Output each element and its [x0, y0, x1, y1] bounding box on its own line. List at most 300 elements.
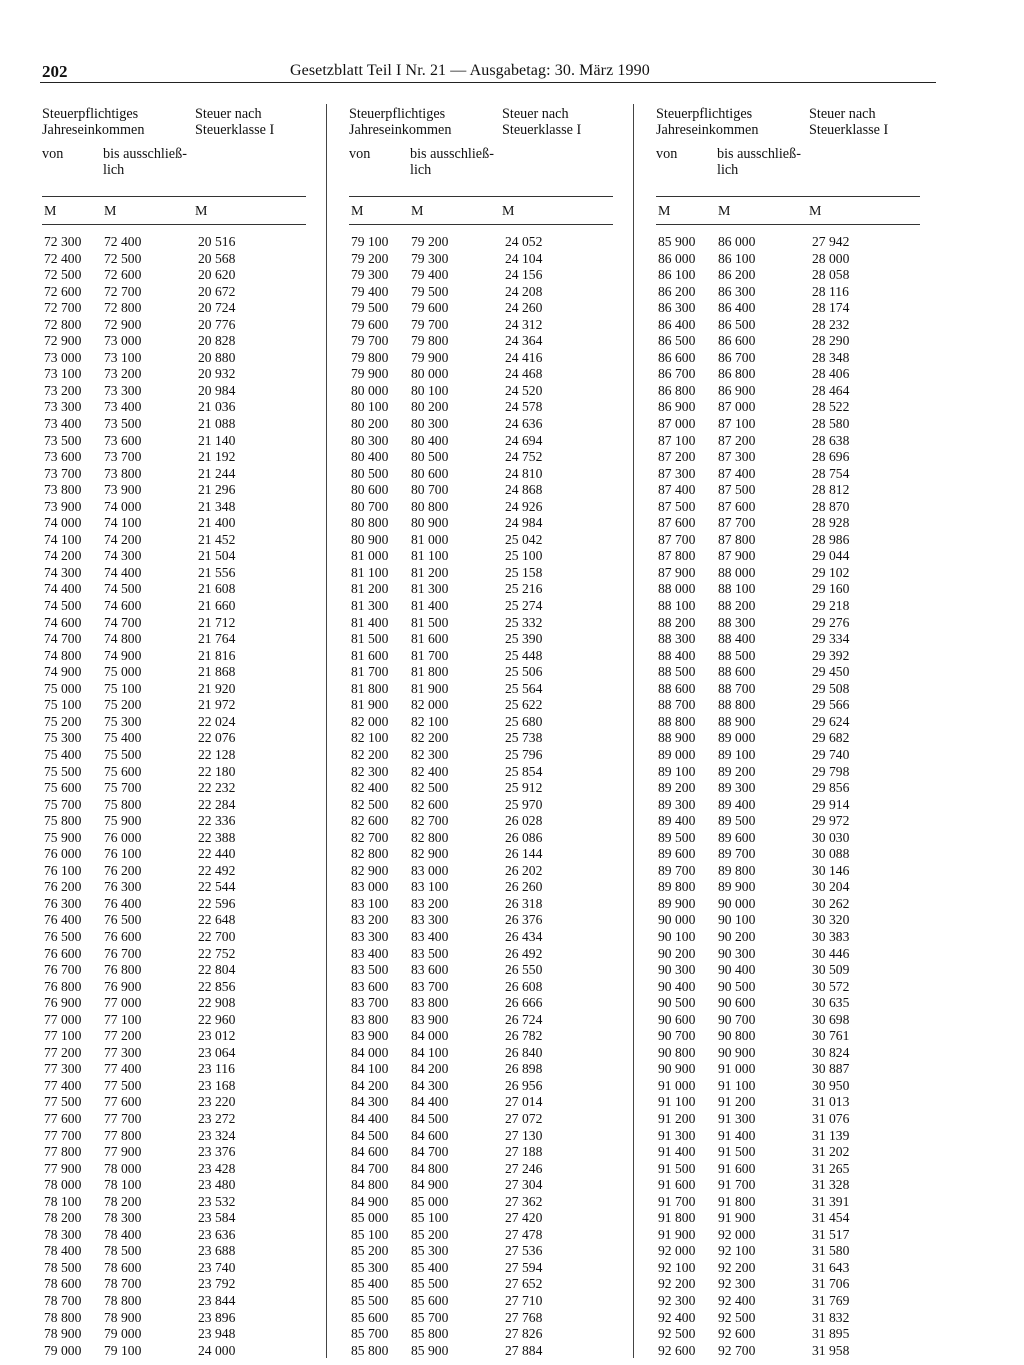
income-to-cell: 74 200 — [104, 531, 142, 547]
to-header: bis ausschließ-lich — [717, 146, 801, 179]
tax-cell: 25 680 — [505, 713, 543, 729]
tax-cell: 31 706 — [812, 1276, 850, 1292]
income-from-cell: 84 600 — [351, 1144, 389, 1160]
income-header: Steuerpflichtiges Jahreseinkommen — [42, 106, 145, 139]
income-from-cell: 78 800 — [44, 1309, 82, 1325]
table-row — [349, 1028, 619, 1045]
table-row — [349, 1293, 619, 1310]
table-row — [349, 333, 619, 350]
income-to-cell: 78 000 — [104, 1160, 142, 1176]
table-row — [42, 664, 312, 681]
table-row — [656, 284, 926, 301]
tax-cell: 23 168 — [198, 1077, 236, 1093]
income-from-cell: 91 500 — [658, 1160, 696, 1176]
income-from-cell: 89 400 — [658, 813, 696, 829]
tax-cell: 28 638 — [812, 432, 850, 448]
tax-cell: 31 454 — [812, 1210, 850, 1226]
income-to-cell: 81 000 — [411, 531, 449, 547]
income-from-cell: 77 800 — [44, 1144, 82, 1160]
income-to-cell: 85 700 — [411, 1309, 449, 1325]
income-to-cell: 88 100 — [718, 581, 756, 597]
income-from-cell: 72 800 — [44, 316, 82, 332]
income-to-cell: 73 200 — [104, 366, 142, 382]
income-from-cell: 83 700 — [351, 995, 389, 1011]
tax-cell: 30 146 — [812, 862, 850, 878]
income-to-cell: 92 100 — [718, 1243, 756, 1259]
table-row — [42, 764, 312, 781]
income-to-cell: 86 900 — [718, 382, 756, 398]
income-to-cell: 85 400 — [411, 1259, 449, 1275]
tax-cell: 31 769 — [812, 1293, 850, 1308]
tax-cell: 26 260 — [505, 879, 543, 895]
income-to-cell: 89 500 — [718, 813, 756, 829]
table-row — [656, 730, 926, 747]
tax-cell: 28 116 — [812, 283, 849, 299]
income-to-cell: 73 100 — [104, 349, 142, 365]
table-row — [42, 813, 312, 830]
income-to-cell: 74 000 — [104, 498, 142, 514]
tax-cell: 28 406 — [812, 366, 850, 382]
table-row — [42, 1111, 312, 1128]
table-row — [349, 764, 619, 781]
table-row — [656, 1326, 926, 1343]
tax-cell: 27 884 — [505, 1342, 543, 1358]
income-to-cell: 72 400 — [104, 234, 142, 249]
table-row — [42, 1276, 312, 1293]
income-to-cell: 77 700 — [104, 1110, 142, 1126]
table-row — [349, 962, 619, 979]
table-row — [349, 482, 619, 499]
income-to-cell: 88 300 — [718, 614, 756, 630]
table-row — [42, 317, 312, 334]
income-from-cell: 90 500 — [658, 995, 696, 1011]
table-rows — [42, 234, 312, 1359]
tax-cell: 25 738 — [505, 730, 543, 746]
income-to-cell: 73 000 — [104, 333, 142, 349]
income-to-cell: 81 600 — [411, 631, 449, 647]
table-row — [656, 780, 926, 797]
income-from-cell: 88 100 — [658, 598, 696, 614]
income-from-cell: 82 700 — [351, 829, 389, 845]
income-from-cell: 82 500 — [351, 796, 389, 812]
income-to-cell: 74 100 — [104, 515, 142, 531]
income-from-cell: 76 300 — [44, 895, 82, 911]
income-from-cell: 73 600 — [44, 449, 82, 465]
income-to-cell: 74 800 — [104, 631, 142, 647]
unit-label: M — [44, 204, 57, 219]
income-from-cell: 79 500 — [351, 300, 389, 316]
table-row — [42, 449, 312, 466]
tax-cell: 27 188 — [505, 1144, 543, 1160]
table-row — [656, 366, 926, 383]
table-row — [349, 499, 619, 516]
tax-cell: 28 348 — [812, 349, 850, 365]
tax-cell: 20 880 — [198, 349, 236, 365]
tax-cell: 24 520 — [505, 382, 543, 398]
income-header: Steuerpflichtiges Jahreseinkommen — [349, 106, 452, 139]
income-from-cell: 85 500 — [351, 1293, 389, 1308]
income-from-cell: 78 300 — [44, 1226, 82, 1242]
table-row — [349, 1045, 619, 1062]
tax-cell: 23 116 — [198, 1061, 235, 1077]
tax-cell: 25 390 — [505, 631, 543, 647]
tax-cell: 21 660 — [198, 598, 236, 614]
income-to-cell: 84 300 — [411, 1077, 449, 1093]
tax-cell: 21 296 — [198, 482, 236, 498]
income-from-cell: 75 000 — [44, 680, 82, 696]
tax-header: Steuer nach Steuerklasse I — [502, 106, 582, 139]
income-from-cell: 85 900 — [658, 234, 696, 249]
income-to-cell: 75 900 — [104, 813, 142, 829]
tax-cell: 29 160 — [812, 581, 850, 597]
tax-cell: 26 434 — [505, 928, 543, 944]
income-to-cell: 74 900 — [104, 647, 142, 663]
income-to-cell: 92 300 — [718, 1276, 756, 1292]
income-to-cell: 74 500 — [104, 581, 142, 597]
income-to-cell: 79 400 — [411, 267, 449, 283]
income-from-cell: 79 200 — [351, 250, 389, 266]
tax-cell: 29 914 — [812, 796, 850, 812]
tax-cell: 26 144 — [505, 846, 543, 862]
table-row — [656, 1310, 926, 1327]
tax-cell: 24 416 — [505, 349, 543, 365]
tax-cell: 30 088 — [812, 846, 850, 862]
tax-cell: 30 572 — [812, 978, 850, 994]
income-from-cell: 83 100 — [351, 895, 389, 911]
income-to-cell: 90 700 — [718, 1011, 756, 1027]
income-from-cell: 85 300 — [351, 1259, 389, 1275]
table-row — [656, 615, 926, 632]
table-row — [349, 1276, 619, 1293]
income-from-cell: 73 400 — [44, 416, 82, 432]
tax-cell: 27 304 — [505, 1177, 543, 1193]
income-from-cell: 77 900 — [44, 1160, 82, 1176]
table-row — [349, 648, 619, 665]
table-row — [349, 317, 619, 334]
tax-cell: 31 580 — [812, 1243, 850, 1259]
income-from-cell: 86 000 — [658, 250, 696, 266]
tax-cell: 22 804 — [198, 962, 236, 978]
tax-cell: 24 984 — [505, 515, 543, 531]
income-to-cell: 77 800 — [104, 1127, 142, 1143]
table-row — [656, 1045, 926, 1062]
tax-cell: 29 508 — [812, 680, 850, 696]
table-row — [42, 416, 312, 433]
income-from-cell: 78 200 — [44, 1210, 82, 1226]
from-header: von — [349, 146, 371, 162]
table-row — [656, 1194, 926, 1211]
tax-cell: 23 064 — [198, 1044, 236, 1060]
table-row — [349, 879, 619, 896]
income-to-cell: 75 100 — [104, 680, 142, 696]
income-to-cell: 75 500 — [104, 746, 142, 762]
income-from-cell: 85 100 — [351, 1226, 389, 1242]
table-row — [656, 300, 926, 317]
income-to-cell: 87 200 — [718, 432, 756, 448]
income-to-cell: 76 400 — [104, 895, 142, 911]
table-row — [349, 1111, 619, 1128]
table-row — [42, 797, 312, 814]
income-from-cell: 83 000 — [351, 879, 389, 895]
income-to-cell: 85 600 — [411, 1293, 449, 1308]
tax-cell: 23 376 — [198, 1144, 236, 1160]
income-from-cell: 89 900 — [658, 895, 696, 911]
table-row — [42, 1061, 312, 1078]
income-from-cell: 90 600 — [658, 1011, 696, 1027]
tax-cell: 26 028 — [505, 813, 543, 829]
table-row — [656, 532, 926, 549]
income-from-cell: 82 200 — [351, 746, 389, 762]
table-row — [656, 846, 926, 863]
table-row — [42, 466, 312, 483]
table-row — [42, 1144, 312, 1161]
income-from-cell: 85 200 — [351, 1243, 389, 1259]
income-from-cell: 83 800 — [351, 1011, 389, 1027]
income-to-cell: 83 400 — [411, 928, 449, 944]
unit-row — [349, 204, 619, 220]
income-from-cell: 84 700 — [351, 1160, 389, 1176]
table-row — [42, 714, 312, 731]
tax-cell: 29 624 — [812, 713, 850, 729]
income-to-cell: 75 300 — [104, 713, 142, 729]
income-from-cell: 74 900 — [44, 664, 82, 680]
table-row — [349, 399, 619, 416]
table-row — [42, 863, 312, 880]
income-from-cell: 80 500 — [351, 465, 389, 481]
income-from-cell: 80 100 — [351, 399, 389, 415]
income-to-cell: 82 300 — [411, 746, 449, 762]
tax-cell: 24 468 — [505, 366, 543, 382]
tax-cell: 30 950 — [812, 1077, 850, 1093]
income-from-cell: 82 000 — [351, 713, 389, 729]
tax-cell: 22 024 — [198, 713, 236, 729]
income-from-cell: 73 100 — [44, 366, 82, 382]
income-to-cell: 90 400 — [718, 962, 756, 978]
income-to-cell: 80 200 — [411, 399, 449, 415]
income-from-cell: 81 700 — [351, 664, 389, 680]
table-row — [349, 1078, 619, 1095]
table-row — [656, 648, 926, 665]
table-row — [42, 300, 312, 317]
table-row — [42, 912, 312, 929]
tax-cell: 24 052 — [505, 234, 543, 249]
table-row — [42, 946, 312, 963]
table-row — [349, 730, 619, 747]
tax-cell: 24 578 — [505, 399, 543, 415]
income-header: Steuerpflichtiges Jahreseinkommen — [656, 106, 759, 139]
tax-cell: 22 232 — [198, 780, 236, 796]
tax-cell: 22 648 — [198, 912, 236, 928]
income-to-cell: 81 100 — [411, 548, 449, 564]
table-row — [656, 482, 926, 499]
table-row — [349, 1310, 619, 1327]
income-from-cell: 79 300 — [351, 267, 389, 283]
tax-header: Steuer nach Steuerklasse I — [195, 106, 275, 139]
tax-cell: 28 928 — [812, 515, 850, 531]
income-to-cell: 86 200 — [718, 267, 756, 283]
table-row — [42, 548, 312, 565]
income-to-cell: 91 500 — [718, 1144, 756, 1160]
tax-cell: 26 202 — [505, 862, 543, 878]
table-column — [349, 106, 619, 1358]
tax-cell: 22 856 — [198, 978, 236, 994]
income-from-cell: 89 000 — [658, 746, 696, 762]
income-from-cell: 81 800 — [351, 680, 389, 696]
income-from-cell: 89 100 — [658, 763, 696, 779]
table-row — [349, 846, 619, 863]
income-from-cell: 81 900 — [351, 697, 389, 713]
table-row — [656, 449, 926, 466]
table-row — [656, 631, 926, 648]
unit-label: M — [104, 204, 117, 219]
income-from-cell: 78 700 — [44, 1293, 82, 1308]
unit-label: M — [195, 204, 208, 219]
income-to-cell: 86 400 — [718, 300, 756, 316]
income-to-cell: 91 600 — [718, 1160, 756, 1176]
tax-cell: 23 532 — [198, 1193, 236, 1209]
income-from-cell: 74 500 — [44, 598, 82, 614]
income-from-cell: 78 900 — [44, 1326, 82, 1342]
table-row — [42, 730, 312, 747]
income-from-cell: 73 500 — [44, 432, 82, 448]
tax-cell: 22 752 — [198, 945, 236, 961]
income-from-cell: 82 800 — [351, 846, 389, 862]
income-to-cell: 80 000 — [411, 366, 449, 382]
income-to-cell: 78 700 — [104, 1276, 142, 1292]
income-from-cell: 77 400 — [44, 1077, 82, 1093]
income-from-cell: 86 300 — [658, 300, 696, 316]
income-from-cell: 80 800 — [351, 515, 389, 531]
table-row — [349, 466, 619, 483]
income-from-cell: 76 100 — [44, 862, 82, 878]
tax-cell: 26 318 — [505, 895, 543, 911]
income-from-cell: 84 400 — [351, 1110, 389, 1126]
income-to-cell: 77 300 — [104, 1044, 142, 1060]
income-from-cell: 86 900 — [658, 399, 696, 415]
table-row — [349, 1144, 619, 1161]
income-from-cell: 84 300 — [351, 1094, 389, 1110]
income-to-cell: 89 200 — [718, 763, 756, 779]
tax-cell: 24 926 — [505, 498, 543, 514]
to-header: bis ausschließ-lich — [410, 146, 494, 179]
table-row — [656, 664, 926, 681]
table-row — [349, 664, 619, 681]
income-from-cell: 82 900 — [351, 862, 389, 878]
income-to-cell: 79 600 — [411, 300, 449, 316]
tax-cell: 29 334 — [812, 631, 850, 647]
income-from-cell: 83 500 — [351, 962, 389, 978]
table-row — [349, 780, 619, 797]
unit-label: M — [502, 204, 515, 219]
income-from-cell: 76 400 — [44, 912, 82, 928]
tax-cell: 29 740 — [812, 746, 850, 762]
table-row — [656, 350, 926, 367]
table-row — [349, 813, 619, 830]
table-row — [349, 449, 619, 466]
income-from-cell: 92 300 — [658, 1293, 696, 1308]
income-to-cell: 86 100 — [718, 250, 756, 266]
income-from-cell: 88 300 — [658, 631, 696, 647]
tax-cell: 26 550 — [505, 962, 543, 978]
income-to-cell: 79 800 — [411, 333, 449, 349]
income-to-cell: 75 200 — [104, 697, 142, 713]
income-to-cell: 83 800 — [411, 995, 449, 1011]
income-from-cell: 72 600 — [44, 283, 82, 299]
income-to-cell: 91 200 — [718, 1094, 756, 1110]
income-to-cell: 72 900 — [104, 316, 142, 332]
income-to-cell: 84 500 — [411, 1110, 449, 1126]
table-row — [349, 433, 619, 450]
tax-cell: 23 844 — [198, 1293, 236, 1308]
income-from-cell: 88 800 — [658, 713, 696, 729]
table-row — [349, 631, 619, 648]
table-row — [349, 681, 619, 698]
income-to-cell: 78 600 — [104, 1259, 142, 1275]
income-from-cell: 90 700 — [658, 1028, 696, 1044]
table-row — [42, 1343, 312, 1360]
tax-header: Steuer nach Steuerklasse I — [809, 106, 889, 139]
income-to-cell: 84 200 — [411, 1061, 449, 1077]
table-row — [42, 879, 312, 896]
income-to-cell: 91 700 — [718, 1177, 756, 1193]
income-from-cell: 90 400 — [658, 978, 696, 994]
table-row — [42, 284, 312, 301]
tax-cell: 29 218 — [812, 598, 850, 614]
income-to-cell: 82 100 — [411, 713, 449, 729]
table-row — [656, 1161, 926, 1178]
table-rows — [656, 234, 926, 1359]
income-to-cell: 89 100 — [718, 746, 756, 762]
table-row — [42, 648, 312, 665]
income-from-cell: 79 600 — [351, 316, 389, 332]
table-row — [349, 251, 619, 268]
income-from-cell: 80 900 — [351, 531, 389, 547]
page-number: 202 — [42, 62, 68, 81]
tax-cell: 30 635 — [812, 995, 850, 1011]
table-row — [42, 1028, 312, 1045]
income-to-cell: 89 800 — [718, 862, 756, 878]
income-to-cell: 83 000 — [411, 862, 449, 878]
tax-cell: 28 232 — [812, 316, 850, 332]
income-from-cell: 81 300 — [351, 598, 389, 614]
table-row — [349, 912, 619, 929]
tax-cell: 27 536 — [505, 1243, 543, 1259]
tax-cell: 30 761 — [812, 1028, 850, 1044]
tax-cell: 21 816 — [198, 647, 236, 663]
table-row — [42, 565, 312, 582]
table-row — [349, 979, 619, 996]
income-to-cell: 78 900 — [104, 1309, 142, 1325]
income-from-cell: 72 900 — [44, 333, 82, 349]
table-row — [656, 234, 926, 251]
income-to-cell: 73 700 — [104, 449, 142, 465]
income-from-cell: 88 200 — [658, 614, 696, 630]
income-to-cell: 72 800 — [104, 300, 142, 316]
income-to-cell: 84 700 — [411, 1144, 449, 1160]
tax-cell: 28 174 — [812, 300, 850, 316]
income-from-cell: 76 700 — [44, 962, 82, 978]
table-row — [42, 1243, 312, 1260]
income-from-cell: 81 100 — [351, 564, 389, 580]
tax-cell: 25 564 — [505, 680, 543, 696]
unit-label: M — [411, 204, 424, 219]
table-row — [656, 896, 926, 913]
table-row — [42, 267, 312, 284]
income-to-cell: 91 800 — [718, 1193, 756, 1209]
tax-cell: 20 984 — [198, 382, 236, 398]
table-row — [42, 1310, 312, 1327]
tax-cell: 21 764 — [198, 631, 236, 647]
